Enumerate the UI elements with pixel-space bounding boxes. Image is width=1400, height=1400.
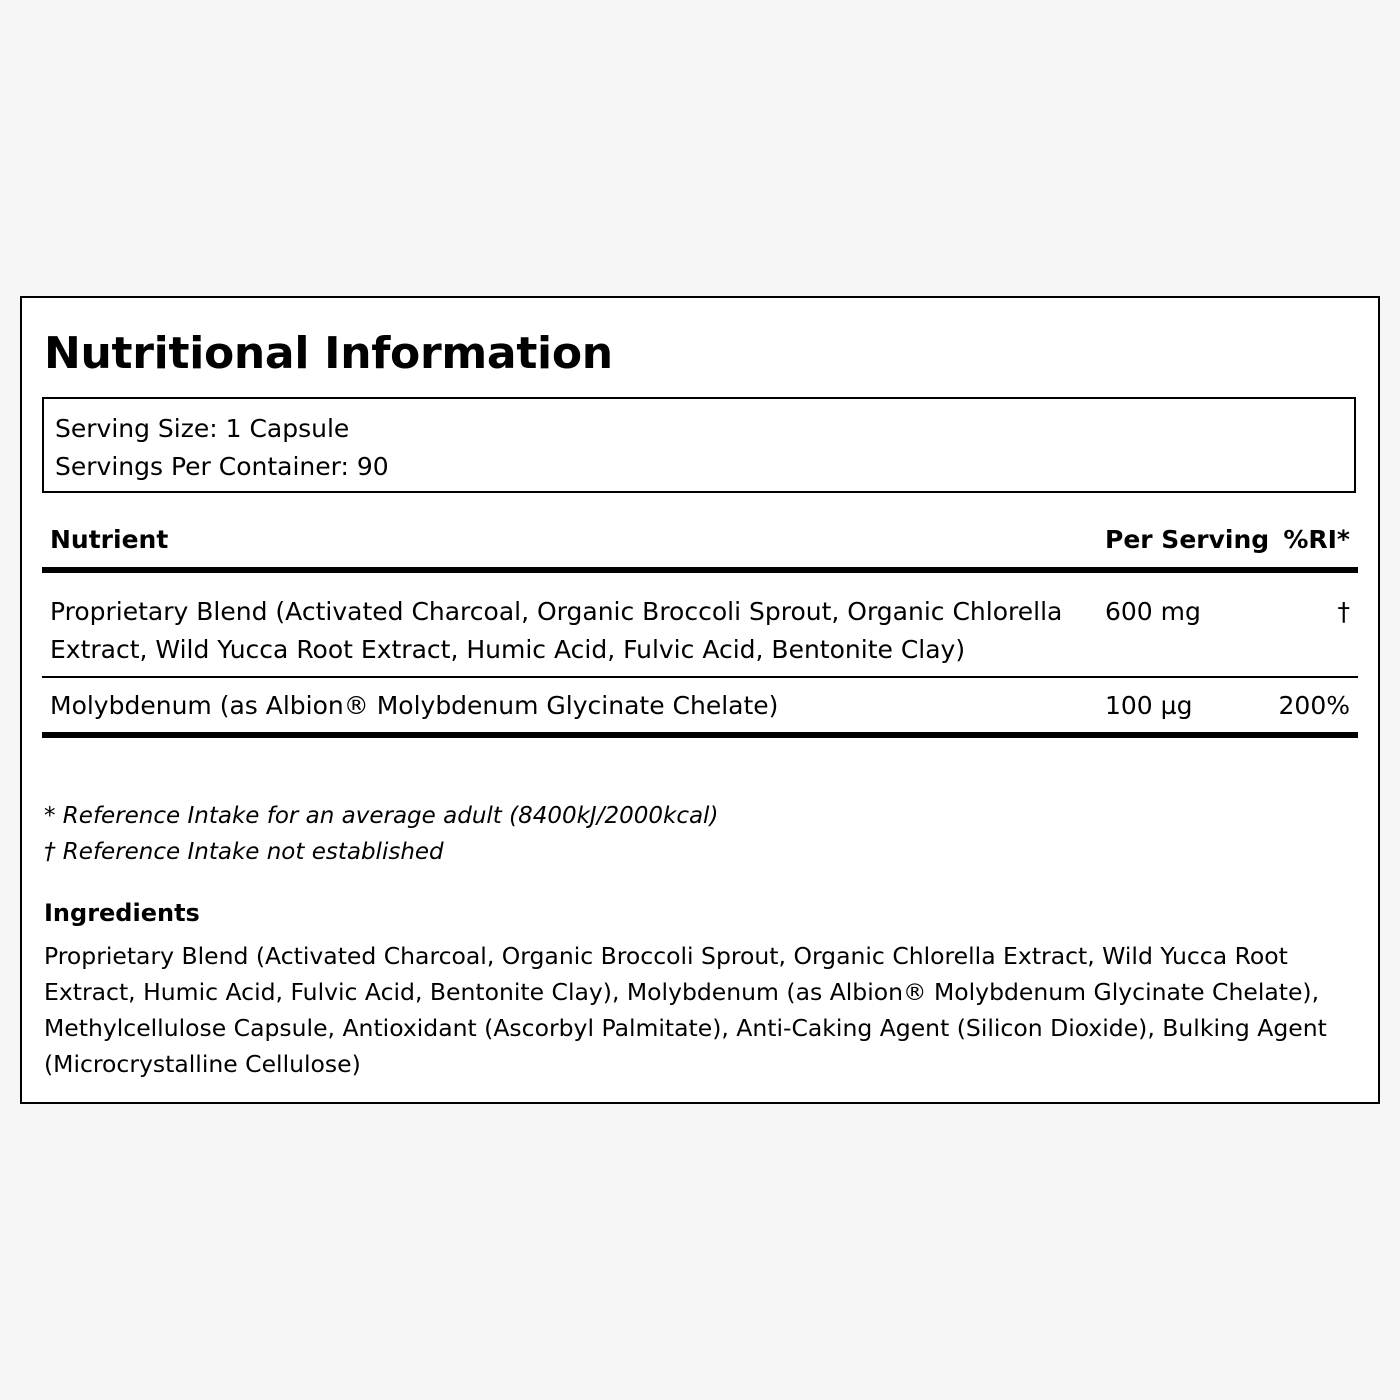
nutrition-panel xyxy=(20,296,1380,1104)
nutrient-name: Proprietary Blend (Activated Charcoal, Organic Broccoli Sprout, Organic Chlorella Extract, Wild Yucca Root Extract, Humic Acid, Fulvic Acid, Bentonite Clay) xyxy=(42,570,1097,677)
table-header-row xyxy=(42,520,1358,570)
column-header-ri: %RI* xyxy=(1265,520,1358,570)
ingredients-heading: Ingredients xyxy=(44,899,200,927)
nutrient-table xyxy=(42,520,1358,738)
nutrient-amount: 100 µg xyxy=(1097,677,1265,735)
servings-per-container: Servings Per Container: 90 xyxy=(55,452,389,481)
footnote-reference-intake: * Reference Intake for an average adult (8400kJ/2000kcal) xyxy=(44,803,719,829)
nutrient-ri: † xyxy=(1265,570,1358,677)
ingredients-text: Proprietary Blend (Activated Charcoal, Organic Broccoli Sprout, Organic Chlorella Extract, Wild Yucca Root Extract, Humic Acid, Fulvic Acid, Bentonite Clay), Molybdenum (as Albion® Molybdenum Glycinate Chelate), Methylcellulose Capsule, Antioxidant (Ascorbyl Palmitate), Anti-Caking Agent (Silicon Dioxide), Bulking Agent (Microcrystalline Cellulose) xyxy=(44,942,1327,1078)
nutrient-ri: 200% xyxy=(1265,677,1358,735)
serving-info-box xyxy=(42,397,1356,493)
footnote-not-established: † Reference Intake not established xyxy=(44,839,444,865)
nutrient-amount: 600 mg xyxy=(1097,570,1265,677)
table-row xyxy=(42,570,1358,677)
page-title: Nutritional Information xyxy=(44,328,613,379)
column-header-nutrient: Nutrient xyxy=(42,520,1097,570)
column-header-per-serving: Per Serving xyxy=(1097,520,1265,570)
nutrient-name: Molybdenum (as Albion® Molybdenum Glycinate Chelate) xyxy=(42,677,1097,735)
table-row xyxy=(42,677,1358,735)
serving-size: Serving Size: 1 Capsule xyxy=(55,414,350,443)
footnotes xyxy=(44,798,718,870)
